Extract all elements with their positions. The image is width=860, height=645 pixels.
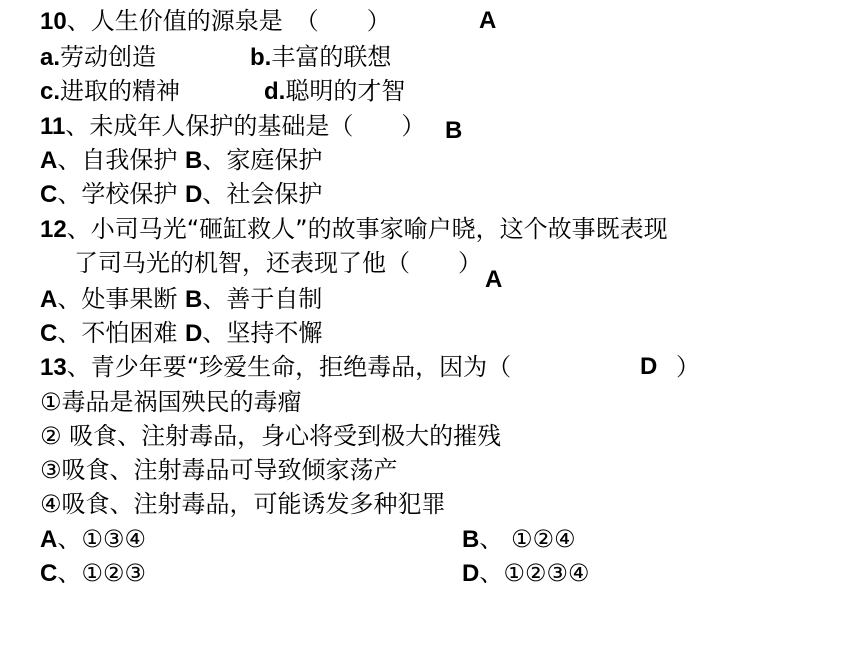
q11-opt-c-text: 、学校保护	[57, 180, 178, 208]
q10-stem-text: 、人生价值的源泉是 （ ）	[66, 7, 391, 35]
q10-opt-c-letter: c.	[40, 78, 61, 105]
q12-opt-d-letter: D	[184, 320, 203, 347]
q12-opt-a-text: 、处事果断	[57, 285, 178, 313]
q11-opt-b-letter: B	[184, 147, 203, 174]
q13-option-d	[462, 558, 589, 589]
q11-opt-c-letter: C	[40, 181, 58, 208]
q13-number: 13	[40, 354, 67, 381]
q13-stem-after: ）	[676, 353, 700, 381]
q13-opt-a-text: 、①③④	[57, 525, 146, 553]
q10-option-c	[40, 76, 180, 107]
q13-opt-b-letter: B	[462, 526, 480, 553]
q10-stem	[40, 6, 391, 37]
q11-stem-text: 、未成年人保护的基础是（ ）	[65, 112, 426, 140]
q10-option-d	[264, 76, 405, 107]
q10-opt-c-text: 进取的精神	[60, 77, 181, 105]
q13-opt-d-text: 、①②③④	[479, 559, 590, 587]
q13-opt-c-text: 、①②③	[57, 559, 146, 587]
q12-opt-a-letter: A	[40, 286, 58, 313]
q10-opt-a-letter: a.	[40, 44, 61, 71]
q10-opt-d-text: 聪明的才智	[285, 77, 406, 105]
q12-stem-text-1: 、小司马光“砸缸救人”的故事家喻户晓，这个故事既表现	[66, 215, 668, 243]
q10-answer: A	[479, 7, 497, 34]
q13-item-1: ①毒品是祸国殃民的毒瘤	[40, 388, 302, 416]
q12-options-ab	[40, 284, 322, 315]
q10-opt-a-text: 劳动创造	[60, 43, 157, 71]
q13-stem-before: 、青少年要“珍爱生命，拒绝毒品，因为（	[66, 353, 512, 381]
q10-options-ab	[40, 42, 156, 73]
q13-stem	[40, 352, 511, 383]
q11-number: 11	[40, 113, 66, 140]
q12-answer: A	[485, 266, 503, 293]
q11-options-ab	[40, 145, 322, 176]
q11-answer: B	[445, 117, 463, 144]
q13-opt-d-letter: D	[462, 560, 480, 587]
q13-opt-c-letter: C	[40, 560, 58, 587]
q13-opt-b-text: 、 ①②④	[479, 525, 576, 553]
q12-opt-c-text: 、不怕困难	[57, 319, 178, 347]
q11-options-cd	[40, 179, 322, 210]
q11-opt-d-text: 、社会保护	[202, 180, 323, 208]
q13-item-4: ④吸食、注射毒品，可能诱发多种犯罪	[40, 490, 446, 518]
q13-opt-a-letter: A	[40, 526, 58, 553]
q12-opt-b-text: 、善于自制	[202, 285, 323, 313]
q13-answer: D	[640, 353, 658, 380]
q11-opt-a-text: 、自我保护	[57, 146, 178, 174]
q13-item-3: ③吸食、注射毒品可导致倾家荡产	[40, 456, 398, 484]
q13-item-2: ② 吸食、注射毒品，身心将受到极大的摧残	[40, 422, 502, 450]
q12-stem-line1	[40, 214, 668, 245]
q12-stem-line2: 了司马光的机智，还表现了他（ ）	[74, 249, 482, 277]
q13-option-b	[462, 524, 576, 555]
q12-opt-b-letter: B	[184, 286, 203, 313]
q12-number: 12	[40, 216, 67, 243]
q11-stem	[40, 111, 425, 142]
q10-opt-b-letter: b.	[250, 44, 272, 71]
q12-opt-c-letter: C	[40, 320, 58, 347]
q10-number: 10	[40, 8, 67, 35]
q11-opt-b-text: 、家庭保护	[202, 146, 323, 174]
q13-option-a	[40, 524, 146, 555]
q13-option-c	[40, 558, 146, 589]
q12-opt-d-text: 、坚持不懈	[202, 319, 323, 347]
q11-opt-a-letter: A	[40, 147, 58, 174]
q10-opt-d-letter: d.	[264, 78, 286, 105]
q10-opt-b-text: 丰富的联想	[271, 43, 392, 71]
q11-opt-d-letter: D	[184, 181, 203, 208]
q12-options-cd	[40, 318, 322, 349]
q10-option-b	[250, 42, 391, 73]
